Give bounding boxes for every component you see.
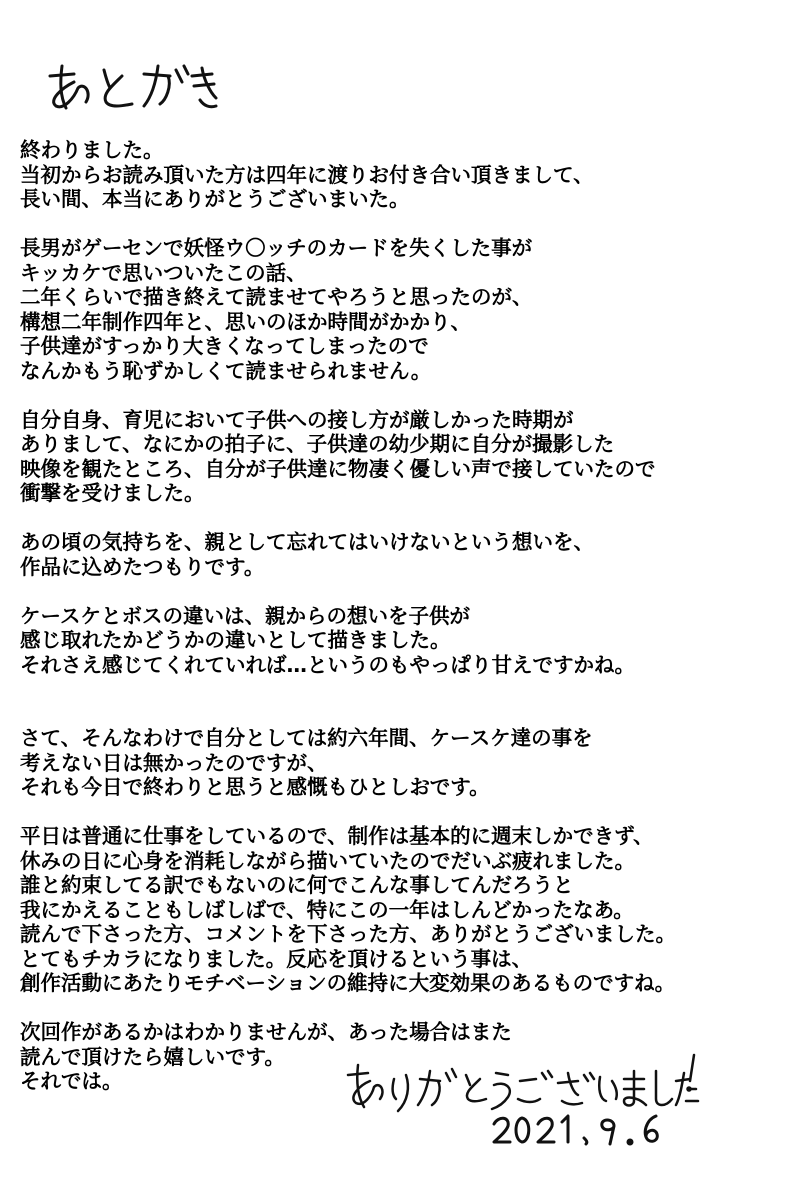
text-line: 映像を観たところ、自分が子供達に物凄く優しい声で接していたので	[20, 456, 656, 481]
text-line: 終わりました。	[20, 138, 164, 162]
paragraph-1	[20, 138, 790, 212]
paragraph-3	[20, 408, 790, 506]
text-line: 次回作があるかはわかりませんが、あった場合はまた	[20, 1020, 512, 1044]
text-line: 我にかえることもしばしばで、特にこの一年はしんどかったなあ。	[20, 897, 634, 922]
text-line: 自分自身、育児において子供への接し方が厳しかった時期が	[20, 407, 574, 432]
text-line: それも今日で終わりと思うと感慨もひとしおです。	[20, 775, 490, 799]
text-line: とてもチカラになりました。反応を頂けるという事は、	[20, 946, 533, 971]
text-line: ありまして、なにかの拍子に、子供達の幼少期に自分が撮影した	[20, 432, 615, 456]
text-line: 当初からお読み頂いた方は四年に渡りお付き合い頂きまして、	[20, 162, 594, 187]
text-line: 衝撃を受けました。	[20, 481, 205, 505]
handwritten-title	[40, 58, 220, 118]
text-line: 長男がゲーセンで妖怪ウ〇ッチのカードを失くした事が	[20, 236, 533, 260]
text-line: 読んで頂けたら嬉しいです。	[20, 1044, 285, 1069]
text-line: なんかもう恥ずかしくて読ませられません。	[20, 358, 432, 383]
text-line: 読んで下さった方、コメントを下さった方、ありがとうございました。	[20, 922, 676, 946]
text-line: それさえ感じてくれていれば…というのもやっぱり甘えですかね。	[20, 652, 635, 677]
text-line: あの頃の気持ちを、親として忘れてはいけないという想いを、	[20, 530, 594, 554]
text-line: 感じ取れたかどうかの違いとして描きました。	[20, 628, 451, 652]
text-line: さて、そんなわけで自分としては約六年間、ケースケ達の事を	[20, 726, 593, 750]
text-line: それでは。	[20, 1069, 123, 1093]
text-line: 作品に込めたつもりです。	[20, 554, 265, 579]
text-line: 休みの日に心身を消耗しながら描いていたのでだいぶ疲れました。	[20, 848, 635, 873]
paragraph-6	[20, 726, 790, 800]
paragraph-7	[20, 824, 790, 996]
text-line: ケースケとボスの違いは、親からの想いを子供が	[20, 603, 470, 628]
text-line: 創作活動にあたりモチベーションの維持に大変効果のあるものですね。	[20, 971, 676, 995]
date-graphic	[490, 1108, 670, 1148]
handwritten-signature	[340, 1045, 700, 1115]
text-line: 子供達がすっかり大きくなってしまったので	[20, 334, 429, 358]
text-line: 二年くらいで描き終えて読ませてやろうと思ったのが、	[20, 285, 533, 309]
text-line: 考えない日は無かったのですが、	[20, 750, 328, 775]
text-line: 構想二年制作四年と、思いのほか時間がかかり、	[20, 309, 471, 334]
text-line: 長い間、本当にありがとうございまいた。	[20, 187, 410, 211]
text-line: 平日は普通に仕事をしているので、制作は基本的に週末しかできず、	[20, 824, 654, 848]
signature-graphic	[340, 1045, 700, 1115]
title-handwriting-graphic	[40, 58, 220, 118]
handwritten-date	[490, 1108, 670, 1148]
text-line: 誰と約束してる訳でもないのに何でこんな事してんだろうと	[20, 873, 574, 897]
paragraph-2	[20, 236, 790, 383]
afterword-body	[20, 138, 790, 1118]
paragraph-4	[20, 530, 790, 579]
text-line: キッカケで思いついたこの話、	[20, 260, 307, 285]
paragraph-5	[20, 604, 790, 678]
